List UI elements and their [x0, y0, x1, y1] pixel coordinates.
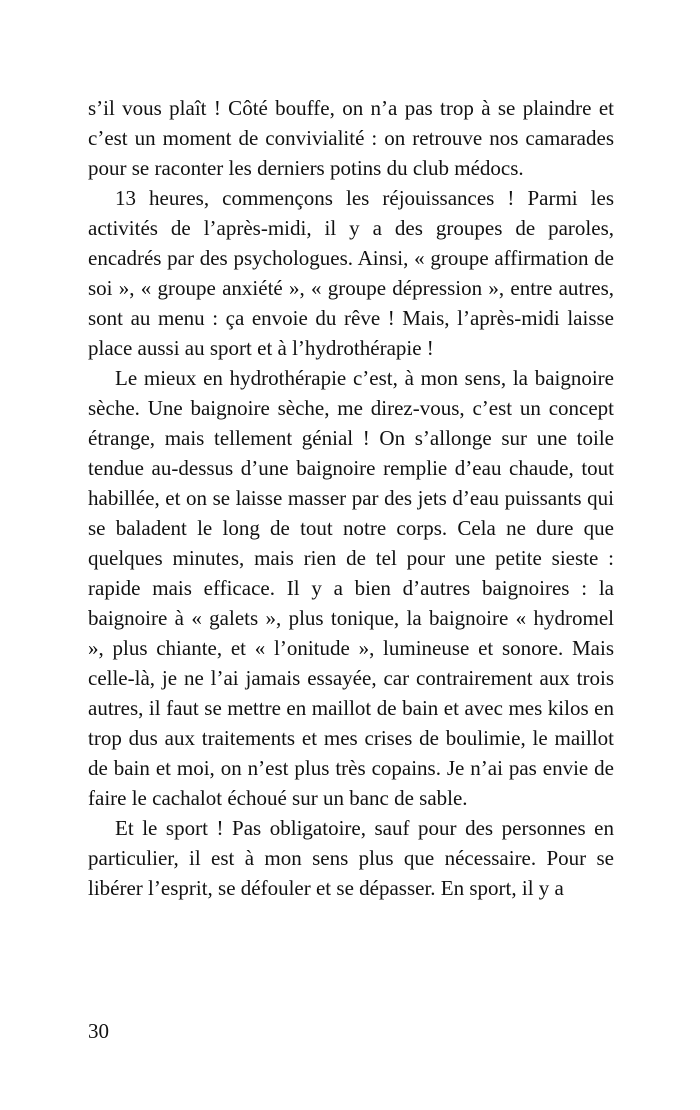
paragraph-sport: Et le sport ! Pas obligatoire, sauf pour des personnes en particulier, il est à mon sens plus que nécessaire. Pour se libérer l’esprit, se défouler et se dépasser. En sport, il y a: [88, 816, 614, 900]
paragraph-hydrotherapy: Le mieux en hydrothérapie c’est, à mon sens, la baignoire sèche. Une baignoire sèche, me direz-vous, c’est un concept étrange, mais tellement génial ! On s’allonge sur une toile tendue au-dessus d’une baignoire remplie d’eau chaude, tout habillée, et on se laisse masser par des jets d’eau puissants qui se baladent le long de tout notre corps. Cela ne dure que quelques minutes, mais rien de tel pour une petite sieste : rapide mais efficace. Il y a bien d’autres baignoires : la baignoire à « galets », plus tonique, la baignoire « hydromel », plus chiante, et « l’onitude », lumineuse et sonore. Mais celle-là, je ne l’ai jamais essayée, car contrairement aux trois autres, il faut se mettre en maillot de bain et avec mes kilos en trop dus aux traitements et mes crises de boulimie, le maillot de bain et moi, on n’est plus très copains. Je n’ai pas envie de faire le cachalot échoué sur un banc de sable.: [88, 366, 614, 810]
paragraph-continuation: s’il vous plaît ! Côté bouffe, on n’a pas trop à se plaindre et c’est un moment de convivialité : on retrouve nos camarades pour se raconter les derniers potins du club médocs.: [88, 96, 614, 180]
page-number: 30: [88, 1019, 109, 1043]
paragraph-afternoon: 13 heures, commençons les réjouissances ! Parmi les activités de l’après-midi, il y a des groupes de paroles, encadrés par des psychologues. Ainsi, « groupe affirmation de soi », « groupe anxiété », « groupe dépression », entre autres, sont au menu : ça envoie du rêve ! Mais, l’après-midi laisse place aussi au sport et à l’hydrothérapie !: [88, 186, 614, 360]
body-text: [88, 93, 614, 903]
